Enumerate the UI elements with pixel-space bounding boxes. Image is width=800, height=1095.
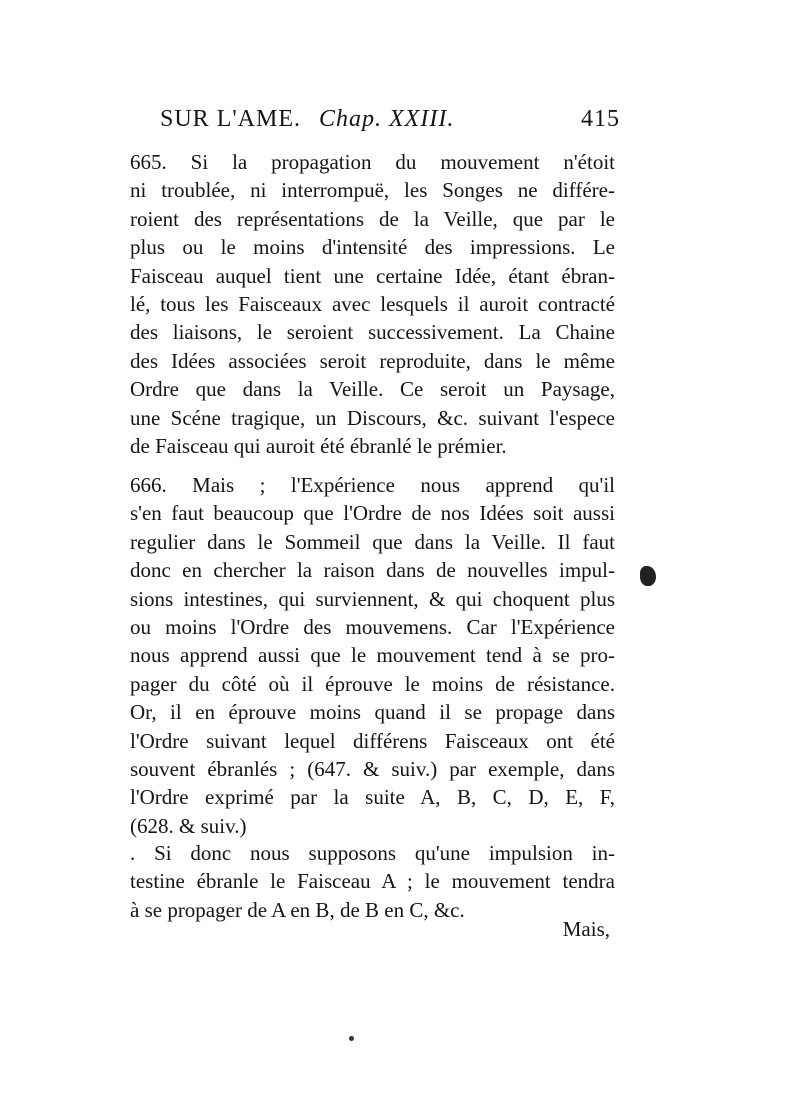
text-line: de Faisceau qui auroit été ébranlé le prémier. <box>130 433 507 458</box>
text-line: ou moins l'Ordre des mouvemens. Car l'Expérience <box>130 614 615 639</box>
text-line: Or, il en éprouve moins quand il se propage dans <box>130 700 615 725</box>
text-line: nous apprend aussi que le mouvement tend à se pro- <box>130 643 615 668</box>
text-line: testine ébranle le Faisceau A ; le mouvement tendra <box>130 869 615 894</box>
page-number: 415 <box>581 106 620 132</box>
running-title <box>160 106 454 133</box>
text-line: une Scéne tragique, un Discours, &c. suivant l'espece <box>130 405 615 430</box>
ink-dot-mark <box>349 1036 354 1041</box>
text-line: pager du côté où il éprouve le moins de résistance. <box>130 671 615 696</box>
text-line: à se propager de A en B, de B en C, &c. <box>130 897 465 922</box>
text-line: plus ou le moins d'intensité des impressions. Le <box>130 235 615 260</box>
running-title-text: SUR L'AME. <box>160 106 302 132</box>
text-line: des liaisons, le seroient successivement. La Chaine <box>130 320 615 345</box>
paragraph-665 <box>130 148 615 460</box>
text-line: souvent ébranlés ; (647. & suiv.) par exemple, dans <box>130 756 615 781</box>
text-line: l'Ordre suivant lequel différens Faisceaux ont été <box>130 728 615 753</box>
text-line: ni troublée, ni interrompuë, les Songes ne différe- <box>130 178 615 203</box>
text-line: donc en chercher la raison dans de nouvelles impul- <box>130 558 615 583</box>
text-line: 666. Mais ; l'Expérience nous apprend qu'il <box>130 473 615 497</box>
text-line: s'en faut beaucoup que l'Ordre de nos Idées soit aussi <box>130 501 615 526</box>
chapter-label: Chap. XXIII. <box>319 106 455 132</box>
text-line: roient des représentations de la Veille, que par le <box>130 206 615 231</box>
text-line: l'Ordre exprimé par la suite A, B, C, D, E, F, <box>130 785 615 810</box>
text-line: lé, tous les Faisceaux avec lesquels il auroit contracté <box>130 291 615 316</box>
text-line: Faisceau auquel tient une certaine Idée, étant ébran- <box>130 263 615 288</box>
paragraph-666 <box>130 471 615 840</box>
text-line: (628. & suiv.) <box>130 813 247 838</box>
catchword: Mais, <box>562 917 610 941</box>
text-line: regulier dans le Sommeil que dans la Veille. Il faut <box>130 529 615 554</box>
text-line: Ordre que dans la Veille. Ce seroit un Paysage, <box>130 377 615 402</box>
running-header <box>160 106 620 142</box>
text-line: sions intestines, qui surviennent, & qui choquent plus <box>130 586 615 611</box>
paragraph-supposition <box>130 839 615 924</box>
ink-blot-mark <box>640 566 656 586</box>
text-line: des Idées associées seroit reproduite, dans le même <box>130 348 615 373</box>
text-line: . Si donc nous supposons qu'une impulsion in- <box>130 841 615 865</box>
text-line: 665. Si la propagation du mouvement n'étoit <box>130 150 615 174</box>
